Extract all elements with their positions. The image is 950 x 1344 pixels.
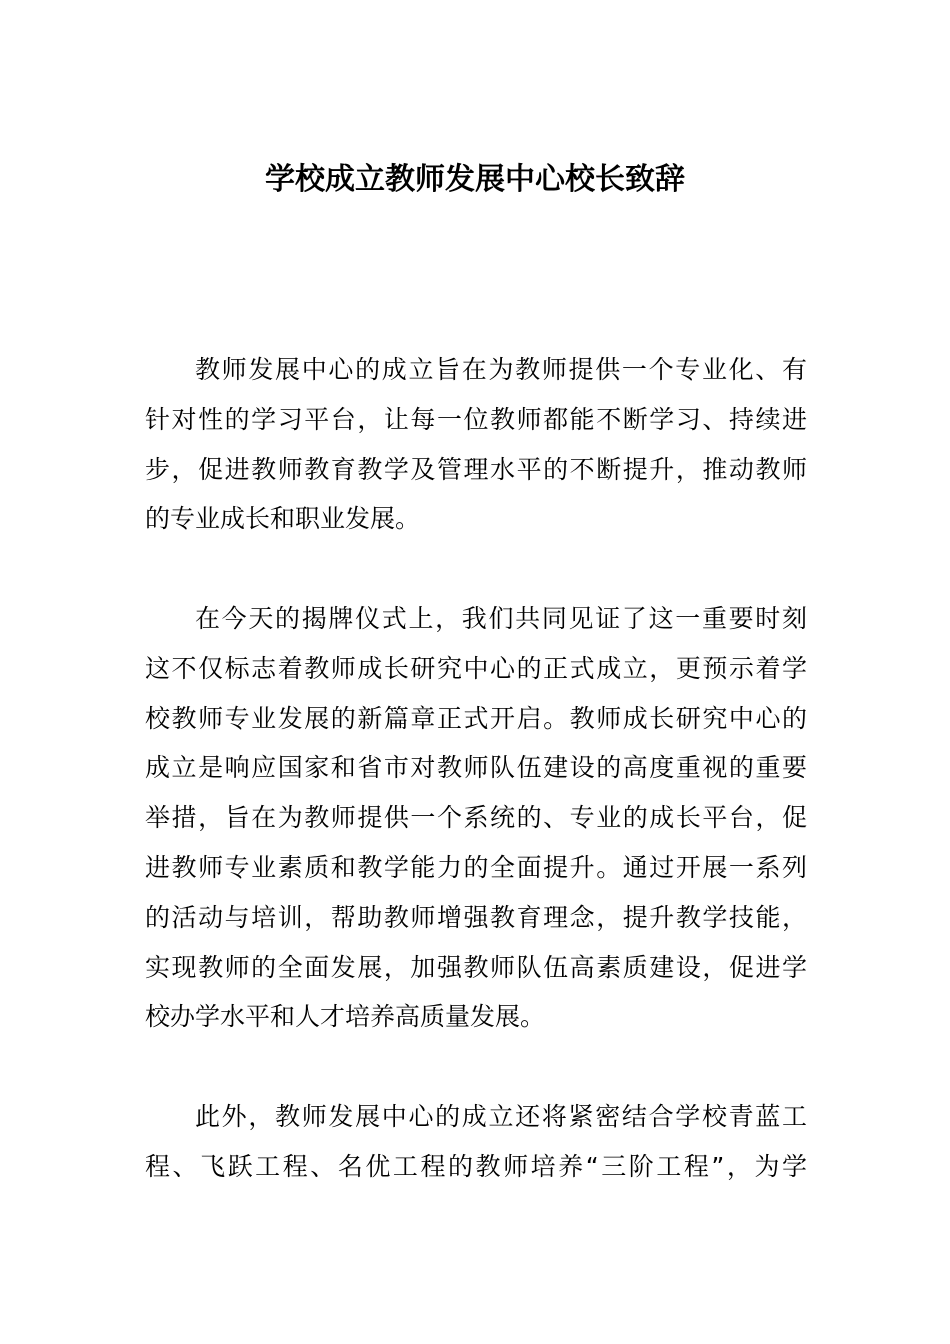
paragraph-line: 的活动与培训，帮助教师增强教育理念，提升教学技能， — [145, 902, 807, 932]
paragraph-line: 步，促进教师教育教学及管理水平的不断提升，推动教师 — [145, 454, 807, 484]
paragraph-line: 实现教师的全面发展，加强教师队伍高素质建设，促进学 — [145, 952, 807, 982]
paragraph-line: 程、飞跃工程、名优工程的教师培养“三阶工程”，为学 — [145, 1151, 807, 1181]
paragraph-line: 的专业成长和职业发展。 — [145, 504, 421, 534]
paragraph-line: 在今天的揭牌仪式上，我们共同见证了这一重要时刻 — [195, 604, 807, 633]
document-title: 学校成立教师发展中心校长致辞 — [265, 162, 685, 197]
paragraph-line: 此外，教师发展中心的成立还将紧密结合学校青蓝工 — [195, 1102, 807, 1131]
paragraph-line: 成立是响应国家和省市对教师队伍建设的高度重视的重要 — [145, 753, 807, 783]
paragraph-line: 进教师专业素质和教学能力的全面提升。通过开展一系列 — [145, 852, 807, 882]
paragraph-2 — [145, 594, 807, 1042]
paragraph-3 — [145, 1092, 807, 1192]
paragraph-line: 校教师专业发展的新篇章正式开启。教师成长研究中心的 — [145, 703, 807, 733]
paragraph-1 — [145, 345, 807, 544]
paragraph-line: 针对性的学习平台，让每一位教师都能不断学习、持续进 — [145, 404, 807, 434]
paragraph-line: 举措，旨在为教师提供一个系统的、专业的成长平台，促 — [145, 803, 807, 833]
paragraph-line: 校办学水平和人才培养高质量发展。 — [145, 1002, 546, 1032]
paragraph-line: 这不仅标志着教师成长研究中心的正式成立，更预示着学 — [145, 653, 807, 683]
paragraph-line: 教师发展中心的成立旨在为教师提供一个专业化、有 — [195, 355, 807, 384]
